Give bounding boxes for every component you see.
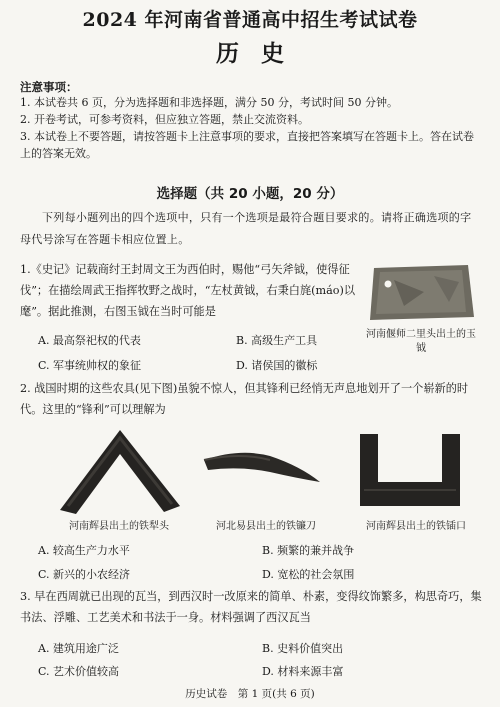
question-1-stem: 1.《史记》记载商纣王封周文王为西伯时，赐他“弓矢斧钺，使得征伐”；在描绘周武王指挥牧野之战时，“左杖黄钺，右秉白旄(máo)以麾”。据此推测，右图玉钺在当时可能是: [20, 263, 356, 318]
question-2-figure-caption-2: 河北易县出土的铁镰刀: [216, 521, 316, 532]
notice-item: 3. 本试卷上不要答题，请按答题卡上注意事项的要求，直接把答案填写在答题卡上。答在试卷上的答案无效。: [20, 130, 474, 160]
section-title: 选择题（共 20 小题，20 分）: [156, 186, 344, 202]
notice-item: 1. 本试卷共 6 页，分为选择题和非选择题，满分 50 分，考试时间 50 分钟。: [20, 96, 398, 109]
jade-yue-axe-image: [364, 262, 478, 322]
question-2-figure-caption-3: 河南辉县出土的铁锸口: [366, 521, 466, 532]
iron-spade-mouth-image: [356, 430, 464, 510]
question-2-option-b: B. 频繁的兼并战争: [262, 544, 355, 557]
question-2-option-a: A. 较高生产力水平: [38, 544, 130, 557]
question-2-stem: 2. 战国时期的这些农具(见下图)虽貌不惊人，但其锋利已经悄无声息地划开了一个崭新的时代。这里的“锋利”可以理解为: [20, 382, 469, 416]
question-2-figure-caption-1: 河南辉县出土的铁犁头: [69, 521, 169, 532]
notice-heading: 注意事项：: [20, 80, 78, 94]
exam-title: 2024 年河南省普通高中招生考试试卷: [82, 9, 418, 31]
question-1-option-d: D. 诸侯国的徽标: [236, 359, 318, 372]
question-3-option-c: C. 艺术价值较高: [38, 665, 120, 678]
question-1-option-a: A. 最高祭祀权的代表: [38, 334, 141, 347]
question-2-option-d: D. 宽松的社会氛围: [262, 568, 355, 581]
section-instructions: 下列每小题列出的四个选项中，只有一个选项是最符合题目要求的。请将正确选项的字母代号涂写在答题卡相应位置上。: [20, 211, 472, 246]
question-2-option-c: C. 新兴的小农经济: [38, 568, 131, 581]
question-3-option-a: A. 建筑用途广泛: [38, 642, 119, 655]
subject-title: 历史: [216, 40, 306, 67]
notice-item: 2. 开卷考试，可参考资料，但应独立答题，禁止交流资料。: [20, 113, 309, 126]
question-3-stem: 3. 早在西周就已出现的瓦当，到西汉时一改原来的简单、朴素，变得纹饰繁多，构思奇巧，集书法、浮雕、工艺美术和书法于一身。材料强调了西汉瓦当: [20, 590, 482, 624]
question-1-figure-caption: 河南偃师二里头出土的玉钺: [366, 329, 476, 354]
iron-plough-head-image: [56, 424, 184, 514]
question-1-option-b: B. 高级生产工具: [236, 334, 318, 347]
question-3-option-d: D. 材料来源丰富: [262, 665, 344, 678]
question-1-option-c: C. 军事统帅权的象征: [38, 359, 142, 372]
question-3-option-b: B. 史料价值突出: [262, 642, 344, 655]
page-footer: 历史试卷 第 1 页(共 6 页): [185, 688, 315, 700]
iron-sickle-image: [200, 446, 324, 496]
